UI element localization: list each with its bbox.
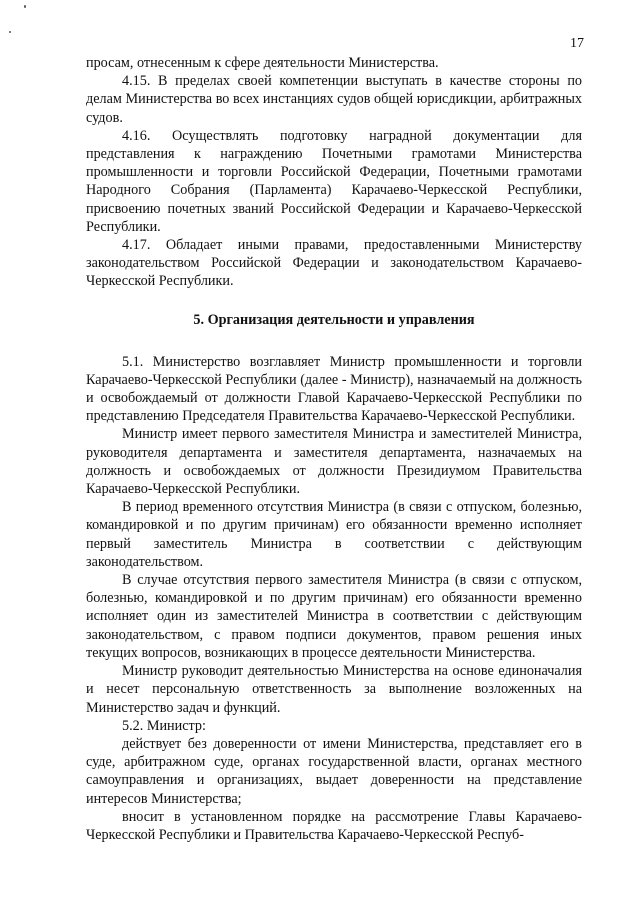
paragraphs-before-section xyxy=(86,54,582,291)
paragraph-p-submits: вносит в установленном порядке на рассмотрение Главы Карачаево-Черкесской Республики и Правительства Карачаево-Черкесской Респуб- xyxy=(86,808,582,843)
paragraph-p-absence-first-deputy: В случае отсутствия первого заместителя Министра (в связи с отпуском, болезнью, командировкой и по другим причинам) его обязанности временно исполняет один из заместителей Министра в соответствии с действующим законодательством, с правом подписи документов, правом решения иных текущих вопросов, возникающих в процессе деятельности Министерства. xyxy=(86,572,582,661)
scan-speck xyxy=(9,31,11,33)
paragraph-p-cont: просам, отнесенным к сфере деятельности Министерства. xyxy=(86,55,439,71)
paragraph-p-leadership: Министр руководит деятельностью Министерства на основе единоначалия и несет персональную ответственность за выполнение возложенных на Министерство задач и функций. xyxy=(86,663,582,716)
section-heading: 5. Организация деятельности и управления xyxy=(193,311,475,328)
paragraphs-after-section xyxy=(86,353,582,844)
scan-speck xyxy=(24,5,26,8)
paragraph-p-acts: действует без доверенности от имени Министерства, представляет его в суде, арбитражном суде, органах государственной власти, органах местного самоуправления и организациях, выдает доверенности на представление интересов Министерства; xyxy=(86,735,582,807)
paragraph-p-5-1: 5.1. Министерство возглавляет Министр промышленности и торговли Карачаево-Черкесской Республики (далее - Министр), назначаемый на должность и освобождаемый от должности Главой Карачаево-Черкесской Республики по представлению Председателя Правительства Карачаево-Черкесской Республики. xyxy=(86,353,582,425)
paragraph-p-4-17: 4.17. Обладает иными правами, предоставленными Министерству законодательством Российской Федерации и законодательством Карачаево-Черкесской Республики. xyxy=(86,237,582,290)
paragraph-p-absence-minister: В период временного отсутствия Министра (в связи с отпуском, болезнью, командировкой и по другим причинам) его обязанности временно исполняет первый заместитель Министра в соответствии с действующим законодательством. xyxy=(86,499,582,570)
paragraph-p-4-15: 4.15. В пределах своей компетенции выступать в качестве стороны по делам Министерства во всех инстанциях судов общей юрисдикции, арбитражных судов. xyxy=(86,73,582,126)
paragraph-p-4-16: 4.16. Осуществлять подготовку наградной документации для представления к награждению Почетными грамотами Министерства промышленности и торговли Российской Федерации, Почетными грамотами Народного Собрания (Парламента) Карачаево-Черкесской Республики, присвоению почетных званий Российской Федерации и Карачаево-Черкесской Республики. xyxy=(86,127,582,235)
paragraph-p-5-2: 5.2. Министр: xyxy=(122,717,206,734)
paragraph-p-deputies: Министр имеет первого заместителя Министра и заместителей Министра, руководителя департамента и заместителя департамента, назначаемых на должность и освобождаемых от должности Президиумом Правительства Карачаево-Черкесской Республики. xyxy=(86,426,582,498)
document-body xyxy=(86,54,582,844)
page-number: 17 xyxy=(570,36,584,51)
